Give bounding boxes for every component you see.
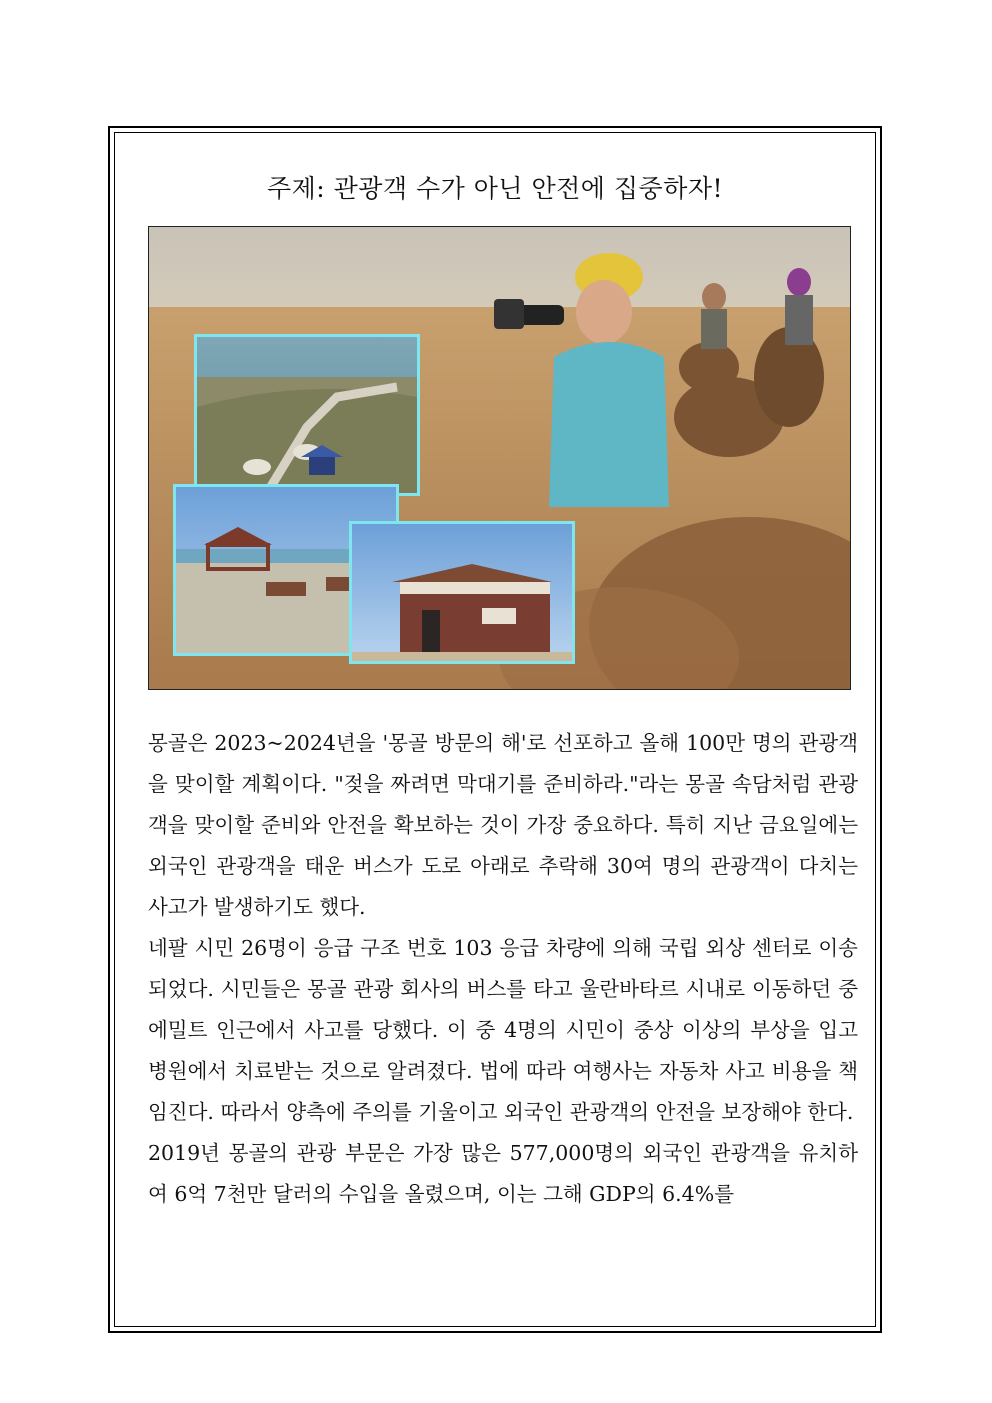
article-body <box>148 723 858 1215</box>
document-title: 주제: 관광객 수가 아닌 안전에 집중하자! <box>266 174 724 203</box>
tourist-collage-photo <box>148 226 851 690</box>
page-inner-border <box>114 132 876 1327</box>
paragraph-1: 몽골은 2023~2024년을 '몽골 방문의 해'로 선포하고 올해 100만 명의 관광객을 맞이할 계획이다. "젖을 짜려면 막대기를 준비하라."라는 몽골 속담처럼 관광객을 맞이할 준비와 안전을 확보하는 것이 가장 중요하다. 특히 지난 금요일에는 외국인 관광객을 태운 버스가 도로 아래로 추락해 30여 명의 관광객이 다치는 사고가 발생하기도 했다. <box>148 731 858 919</box>
page-border <box>108 126 882 1333</box>
paragraph-2: 네팔 시민 26명이 응급 구조 번호 103 응급 차량에 의해 국립 외상 센터로 이송되었다. 시민들은 몽골 관광 회사의 버스를 타고 울란바타르 시내로 이동하던 중 에밀트 인근에서 사고를 당했다. 이 중 4명의 시민이 중상 이상의 부상을 입고 병원에서 치료받는 것으로 알려졌다. 법에 따라 여행사는 자동차 사고 비용을 책임진다. 따라서 양측에 주의를 기울이고 외국인 관광객의 안전을 보장해야 한다. <box>148 936 858 1124</box>
paragraph-3: 2019년 몽골의 관광 부문은 가장 많은 577,000명의 외국인 관광객을 유치하여 6억 7천만 달러의 수입을 올렸으며, 이는 그해 GDP의 6.4%를 <box>148 1141 858 1206</box>
